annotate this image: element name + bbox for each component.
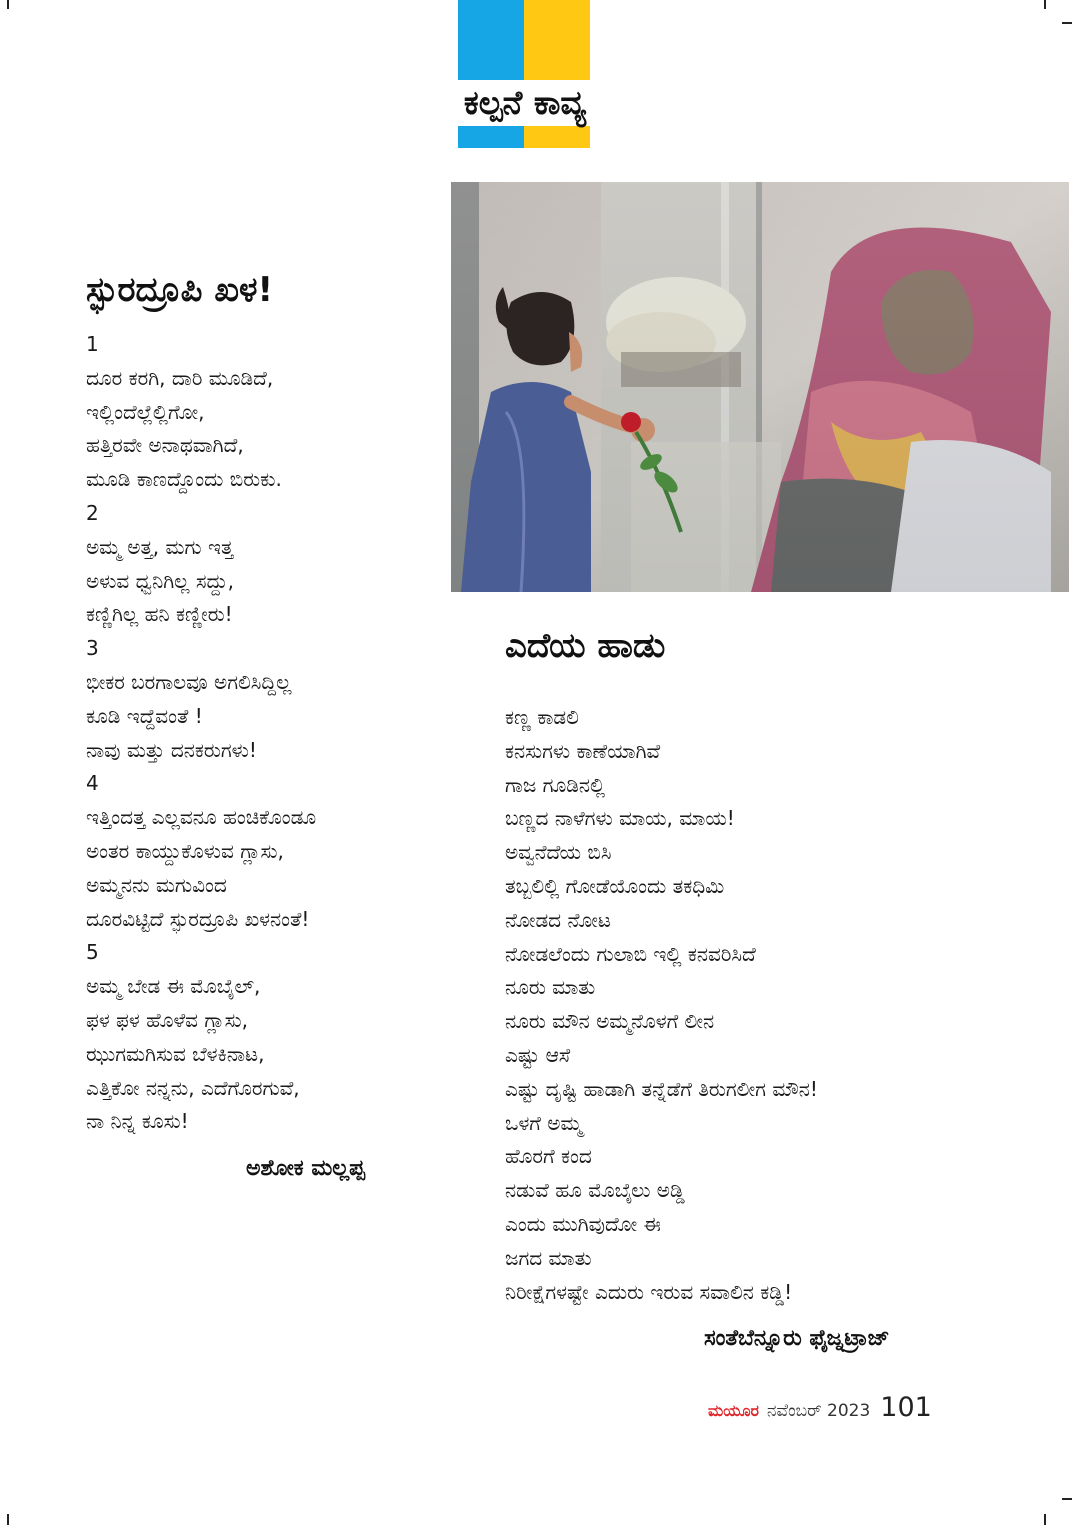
poem1-title: ಸ್ಫುರದ್ರೂಪಿ ಖಳ! [86, 270, 273, 310]
magazine-name: ಮಯೂರ [708, 1401, 760, 1420]
poem-line: ಹೊರಗೆ ಕಂದ [505, 1144, 592, 1169]
crop-mark [1044, 1514, 1046, 1525]
poem-line: ಗಾಜ ಗೂಡಿನಲ್ಲಿ [505, 772, 606, 797]
poem2-lines [505, 701, 818, 1309]
poem-line: ಜಗದ ಮಾತು [505, 1245, 592, 1270]
page-number: 101 [880, 1392, 932, 1423]
poem-line: ಎಷ್ಟು ದೃಷ್ಟಿ ಹಾಡಾಗಿ ತನ್ನೆಡೆಗೆ ತಿರುಗಲೀಗ ಮೌನ! [505, 1076, 818, 1101]
poem-line: ಎಷ್ಟು ಆಸೆ [505, 1042, 571, 1067]
poem-line: ಕನಸುಗಳು ಕಾಣೆಯಾಗಿವೆ [505, 738, 661, 763]
poem-line: ನೋಡದ ನೋಟ [505, 907, 611, 932]
poem-line: ಒಳಗೆ ಅಮ್ಮ [505, 1110, 583, 1135]
page-footer [708, 1392, 932, 1423]
poem1-lines [86, 328, 316, 1139]
poem2-author: ಸಂತೆಬೆನ್ನೂರು ಫೈಜ್ನಟ್ರಾಜ್ [704, 1326, 890, 1351]
poem-line: 1 [86, 332, 99, 356]
poem-line: ಅಂತರ ಕಾಯ್ದುಕೊಳುವ ಗ್ಲಾಸು, [86, 838, 284, 863]
poem-line: ನಿರೀಕ್ಷೆಗಳಷ್ಟೇ ಎದುರು ಇರುವ ಸವಾಲಿನ ಕಡ್ಡಿ! [505, 1279, 793, 1304]
poem-line: ಭೀಕರ ಬರಗಾಲವೂ ಅಗಲಿಸಿದ್ದಿಲ್ಲ [86, 669, 292, 694]
poem-line: ಕಣ್ಣ ಕಾಡಲಿ [505, 705, 579, 729]
poem-line: ಅವ್ವನೆದೆಯ ಬಿಸಿ [505, 840, 612, 865]
poem-line: ನೋಡಲೆಂದು ಗುಲಾಬಿ ಇಲ್ಲಿ ಕನವರಿಸಿದೆ [505, 941, 756, 966]
poem-line: 2 [86, 500, 99, 525]
poem-line: ಹತ್ತಿರವೇ ಅನಾಥವಾಗಿದೆ, [86, 433, 244, 458]
poem-line: ನಾವು ಮತ್ತು ದನಕರುಗಳು! [86, 737, 257, 762]
section-title: ಕಲ್ಪನೆ ಕಾವ್ಯ [440, 80, 610, 126]
issue-month: ನವೆಂಬರ್ 2023 [767, 1401, 871, 1421]
poem-photo [451, 182, 1069, 592]
poem-line: ಇಲ್ಲಿಂದೆಲ್ಲೆಲ್ಲಿಗೋ, [86, 399, 205, 424]
poem-line: ಕೂಡಿ ಇದ್ದೆವಂತೆ ! [86, 703, 203, 728]
section-logo [458, 0, 590, 148]
crop-mark [1044, 0, 1046, 9]
poem-line: ಝುಗಮಗಿಸುವ ಬೆಳಕಿನಾಟ, [86, 1041, 265, 1066]
poem-line: ನಡುವೆ ಹೂ ಮೊಬೈಲು ಅಡ್ಡಿ [505, 1178, 685, 1203]
poem-line: 4 [86, 771, 99, 796]
crop-mark [1062, 1498, 1072, 1500]
poem-line: ಅಳುವ ಧ್ವನಿಗಿಲ್ಲ ಸದ್ದು, [86, 568, 234, 593]
photo-girl-with-rose-and-mother-behind-glass-icon [451, 182, 1069, 592]
poem-line: ಅಮ್ಮನನು ಮಗುವಿಂದ [86, 872, 227, 897]
poem-line: ಕಣ್ಣಿಗಿಲ್ಲ ಹನಿ ಕಣ್ಣೀರು! [86, 602, 233, 627]
poem-line: 3 [86, 636, 99, 661]
poem-line: ಇತ್ತಿಂದತ್ತ ಎಲ್ಲವನೂ ಹಂಚಿಕೊಂಡೂ [86, 805, 317, 830]
poem-line: ಮೂಡಿ ಕಾಣದ್ದೊಂದು ಬಿರುಕು. [86, 467, 282, 492]
poem-line: ನಾ ನಿನ್ನ ಕೂಸು! [86, 1109, 189, 1134]
poem-line: ಎಂದು ಮುಗಿವುದೋ ಈ [505, 1211, 661, 1236]
poem-line: ಎತ್ತಿಕೋ ನನ್ನನು, ಎದೆಗೊರಗುವೆ, [86, 1075, 300, 1100]
poem-line: ದೂರ ಕರಗಿ, ದಾರಿ ಮೂಡಿದೆ, [86, 365, 274, 390]
crop-mark [1062, 22, 1072, 24]
poem-line: ಬಣ್ಣದ ನಾಳೆಗಳು ಮಾಯ, ಮಾಯ! [505, 806, 735, 831]
crop-mark [7, 1514, 9, 1525]
poem-line: ಅಮ್ಮ ಅತ್ತ, ಮಗು ಇತ್ತ [86, 534, 234, 559]
poem-line: ಅಮ್ಮ ಬೇಡ ಈ ಮೊಬೈಲ್, [86, 974, 261, 999]
poem-line: 5 [86, 940, 99, 965]
poem-line: ಫಳ ಫಳ ಹೊಳೆವ ಗ್ಲಾಸು, [86, 1007, 248, 1032]
poem-line: ನೂರು ಮಾತು [505, 975, 596, 1000]
poem-line: ನೂರು ಮೌನ ಅಮ್ಮನೊಳಗೆ ಲೀನ [505, 1009, 715, 1034]
poem-line: ತಬ್ಬಲಿಲ್ಲಿ ಗೋಡೆಯೊಂದು ತಕಧಿಮಿ [505, 873, 725, 898]
poem-line: ದೂರವಿಟ್ಟಿದೆ ಸ್ಫುರದ್ರೂಪಿ ಖಳನಂತೆ! [86, 906, 310, 931]
poem2-title: ಎದೆಯ ಹಾಡು [505, 626, 666, 666]
crop-mark [7, 0, 9, 9]
poem1-author: ಅಶೋಕ ಮಲ್ಲಪ್ಪ [246, 1156, 365, 1181]
